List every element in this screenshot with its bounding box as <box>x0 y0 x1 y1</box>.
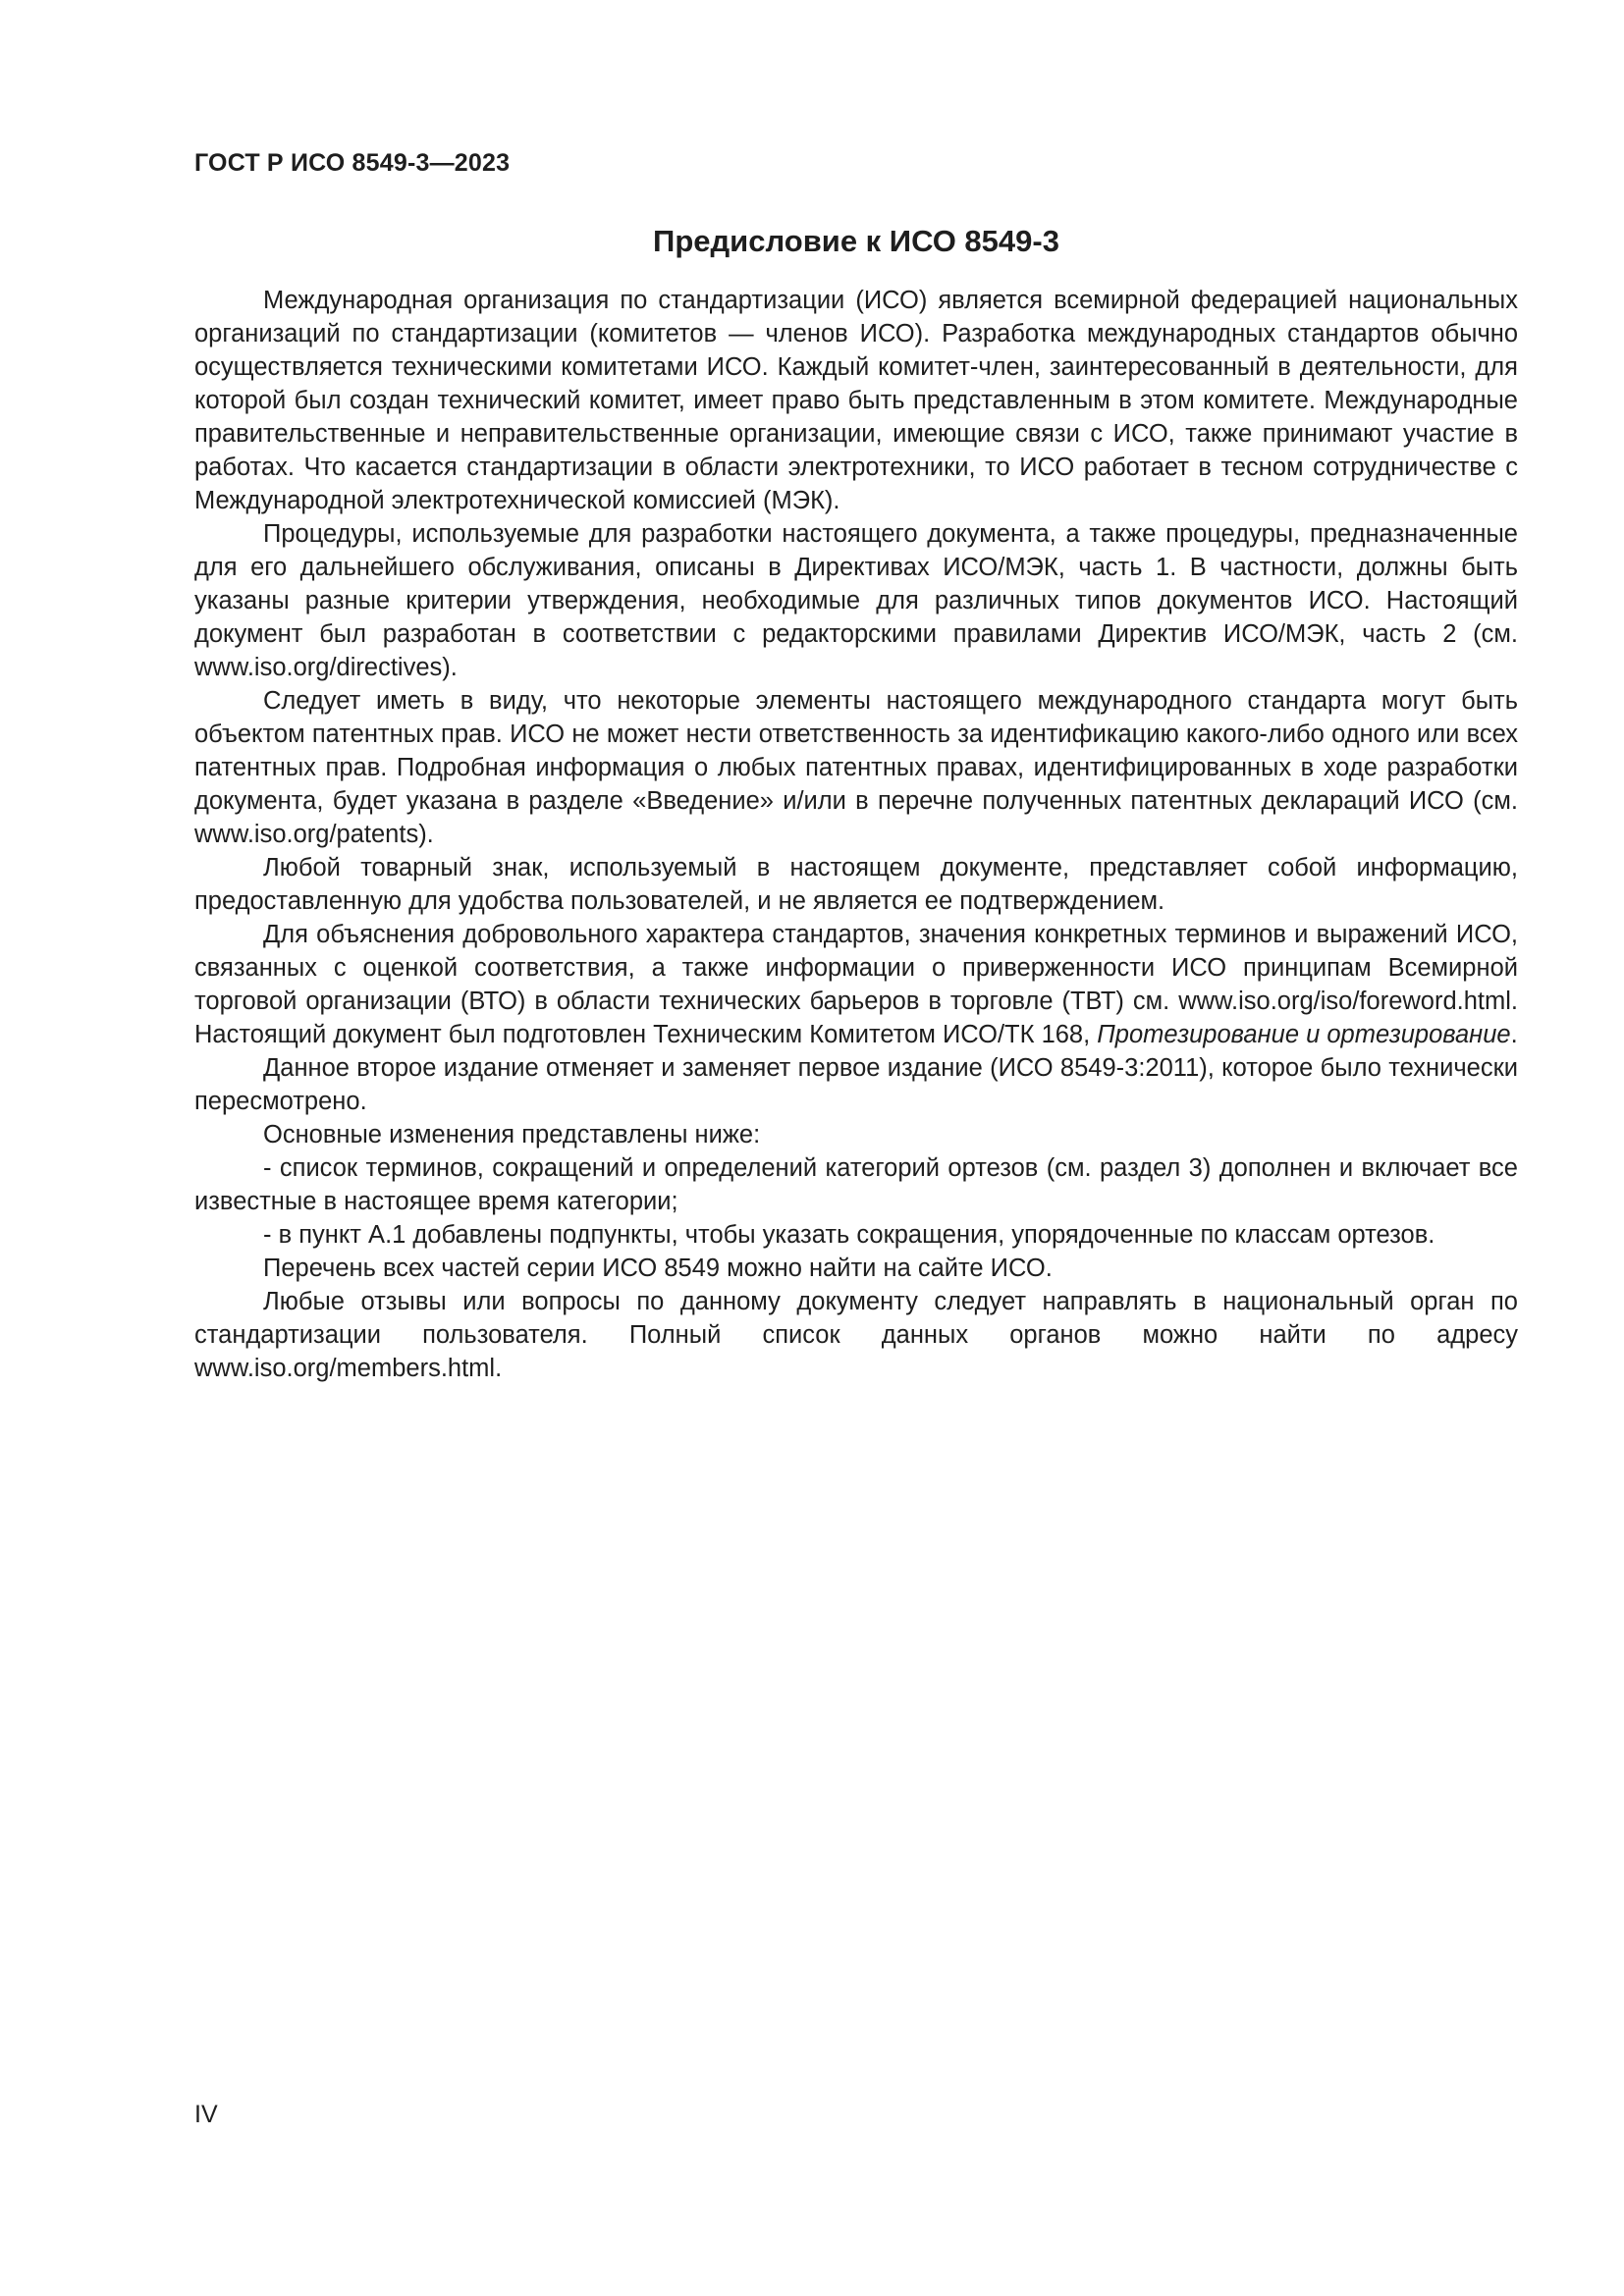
paragraph-edition: Данное второе издание отменяет и заменяет первое издание (ИСО 8549-3:2011), которое было технически пересмотрено. <box>194 1054 1518 1115</box>
paragraph-patents: Следует иметь в виду, что некоторые элементы настоящего международного стандарта могут быть объектом патентных прав. ИСО не может нести ответственность за идентификацию какого-либо одного или всех патентных прав. Подробная информация о любых патентных правах, идентифицированных в ходе разработки документа, будет указана в разделе «Введение» и/или в перечне полученных патентных деклараций ИСО (см. www.iso.org/patents). <box>194 687 1518 848</box>
paragraph-voluntary-nature-text: Для объяснения добровольного характера стандартов, значения конкретных терминов и выражений ИСО, связанных с оценкой соответствия, а также информации о приверженности ИСО принципам Всемирной торговой организации (ВТО) в области технических барьеров в торговле (ТВТ) см. www.iso.org/iso/foreword.html. Настоящий документ был подготовлен Техническим Комитетом ИСО/ТК 168, <box>194 921 1518 1048</box>
list-item-terms: - список терминов, сокращений и определений категорий ортезов (см. раздел 3) дополнен и включает все известные в настоящее время категории; <box>194 1154 1518 1215</box>
committee-title-italic: Протезирование и ортезирование <box>1097 1021 1511 1048</box>
paragraph-voluntary-nature-end: . <box>1510 1021 1518 1048</box>
paragraph-procedures: Процедуры, используемые для разработки настоящего документа, а также процедуры, предназначенные для его дальнейшего обслуживания, описаны в Директивах ИСО/МЭК, часть 1. В частности, должны быть указаны разные критерии утверждения, необходимые для различных типов документов ИСО. Настоящий документ был разработан в соответствии с редакторскими правилами Директив ИСО/МЭК, часть 2 (см. www.iso.org/directives). <box>194 520 1518 681</box>
paragraph-feedback: Любые отзывы или вопросы по данному документу следует направлять в национальный орган по стандартизации пользователя. Полный список данных органов можно найти по адресу www.iso.org/members.html. <box>194 1288 1518 1382</box>
paragraph-iso-organization: Международная организация по стандартизации (ИСО) является всемирной федерацией национальных организаций по стандартизации (комитетов — членов ИСО). Разработка международных стандартов обычно осуществляется техническими комитетами ИСО. Каждый комитет-член, заинтересованный в деятельности, для которой был создан технический комитет, имеет право быть представленным в этом комитете. Международные правительственные и неправительственные организации, имеющие связи с ИСО, также принимают участие в работах. Что касается стандартизации в области электротехники, то ИСО работает в тесном сотрудничестве с Международной электротехнической комиссией (МЭК). <box>194 287 1518 514</box>
paragraph-changes-intro: Основные изменения представлены ниже: <box>263 1121 761 1148</box>
paragraph-voluntary-nature <box>194 918 1518 1051</box>
document-code-header: ГОСТ Р ИСО 8549-3—2023 <box>194 149 511 177</box>
list-item-subclauses: - в пункт А.1 добавлены подпункты, чтобы указать сокращения, упорядоченные по классам ортезов. <box>263 1221 1435 1249</box>
page-number: IV <box>194 2101 218 2128</box>
paragraph-trademarks: Любой товарный знак, используемый в настоящем документе, представляет собой информацию, предоставленную для удобства пользователей, и не является ее подтверждением. <box>194 854 1518 915</box>
foreword-body <box>194 284 1518 1385</box>
paragraph-series-parts: Перечень всех частей серии ИСО 8549 можно найти на сайте ИСО. <box>263 1255 1053 1282</box>
page-title: Предисловие к ИСО 8549-3 <box>653 224 1059 258</box>
